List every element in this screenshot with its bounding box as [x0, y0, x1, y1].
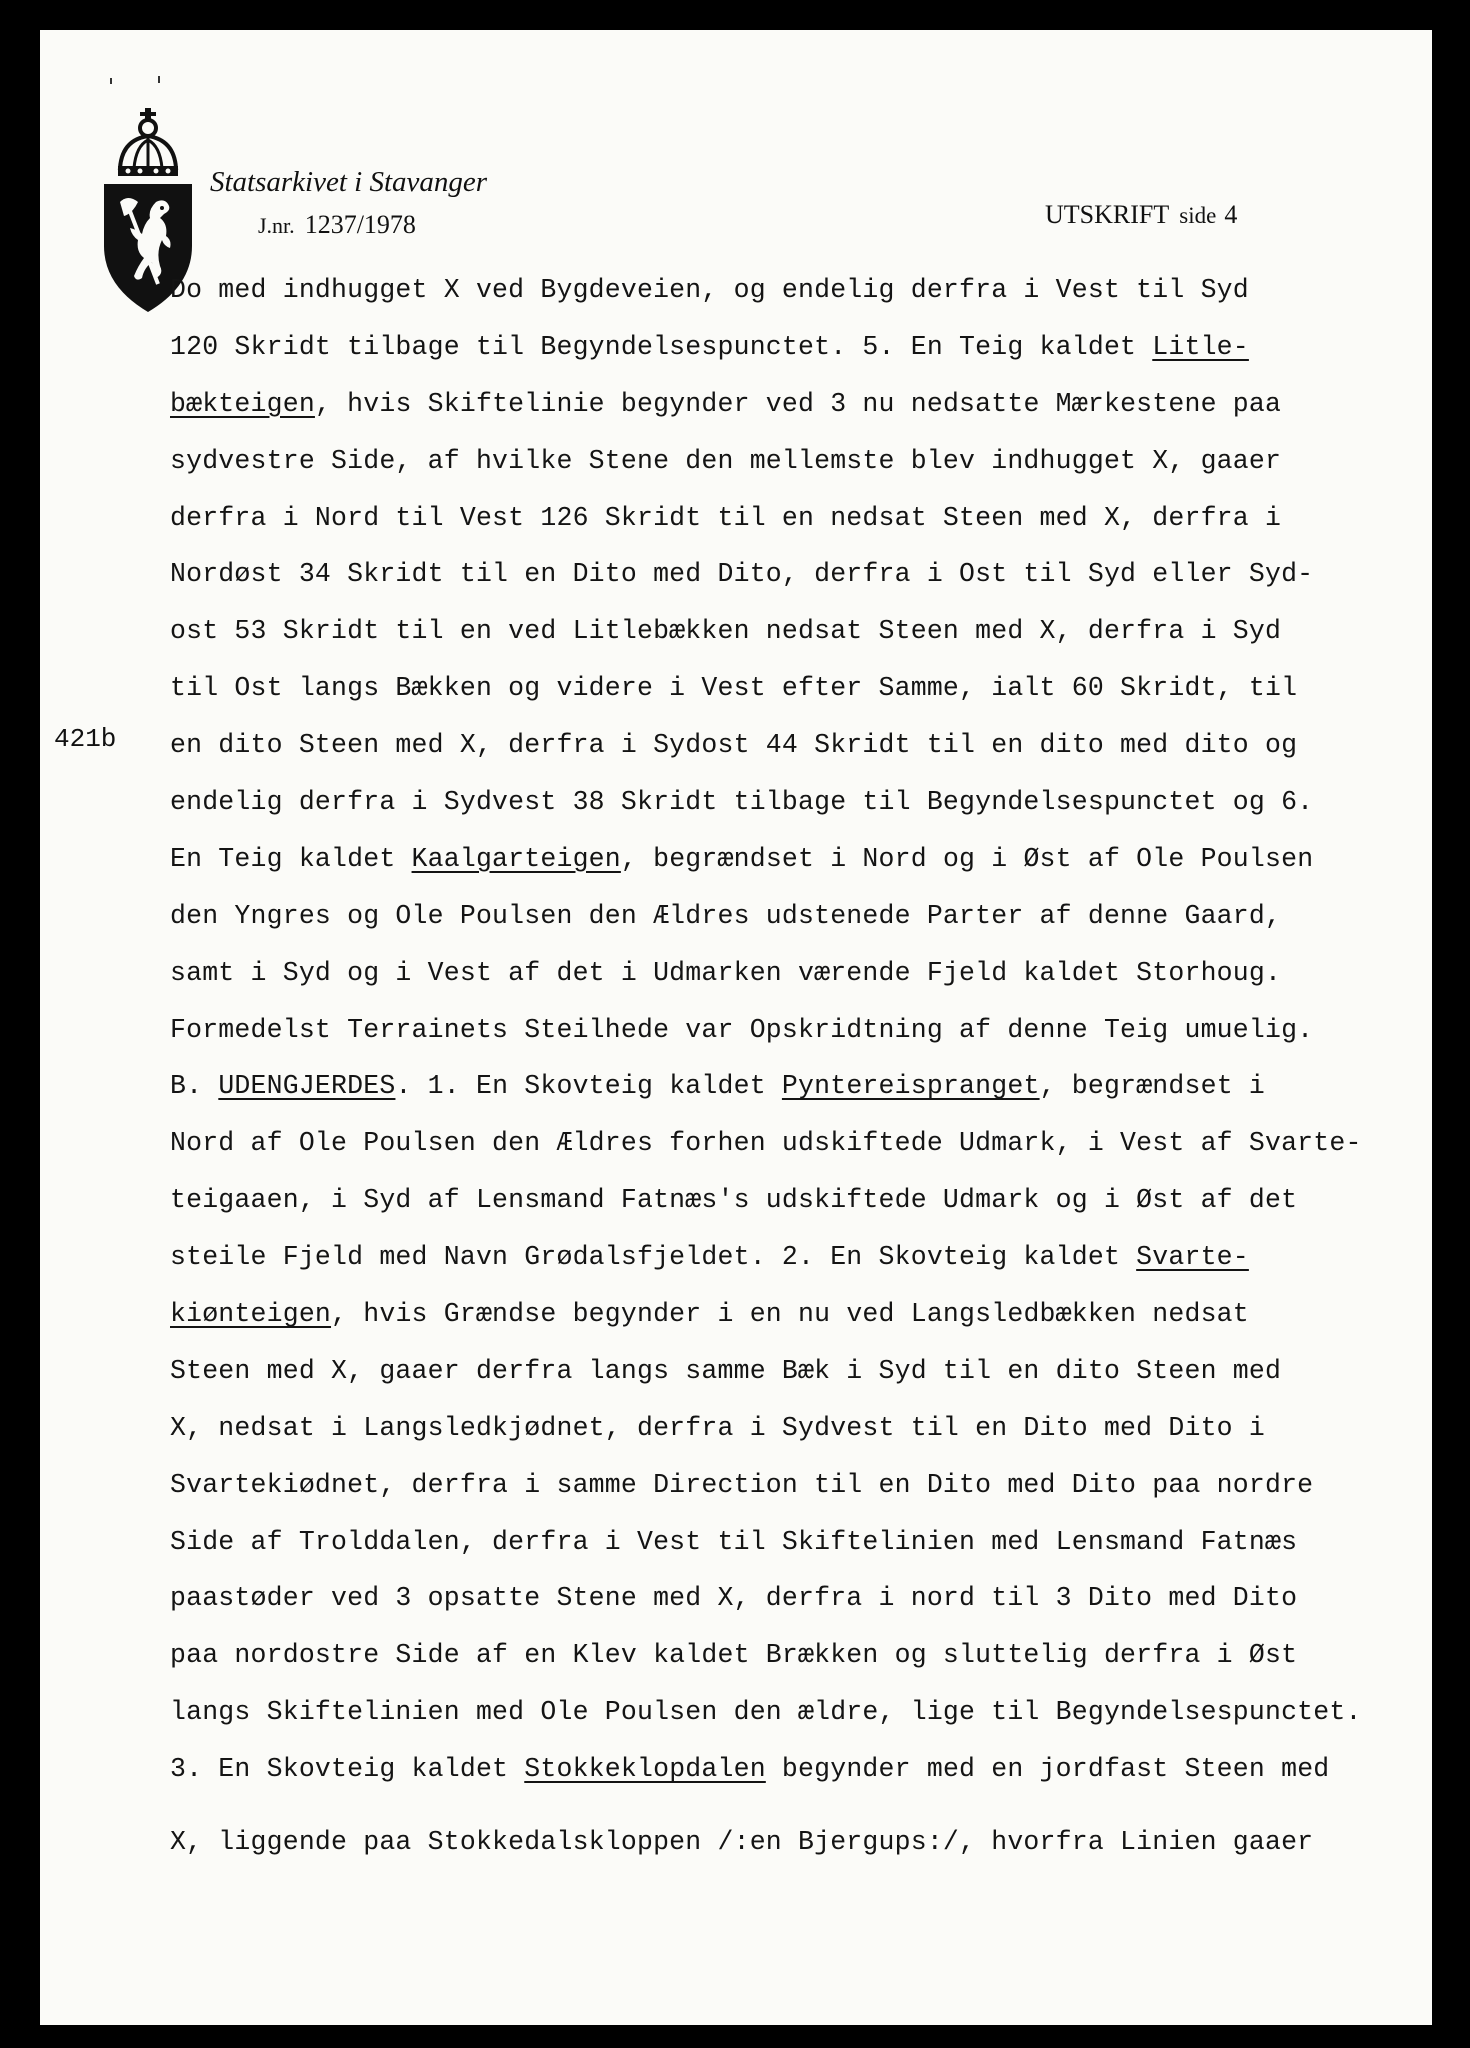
text-segment: paastøder ved 3 opsatte Stene med X, derfra i nord til 3 Dito med Dito [170, 1583, 1298, 1614]
text-line [170, 831, 1432, 888]
text-segment: En Teig kaldet [170, 843, 412, 874]
text-line [170, 1229, 1432, 1286]
scan-specks [106, 72, 206, 92]
underlined-place-name: Litle- [1152, 331, 1249, 362]
text-line [170, 945, 1432, 1002]
text-line [170, 490, 1432, 547]
utskrift-header [1045, 200, 1237, 230]
text-segment: endelig derfra i Sydvest 38 Skridt tilbage til Begyndelsespunctet og 6. [170, 787, 1314, 818]
text-line [170, 1343, 1432, 1400]
underlined-place-name: bækteigen [170, 388, 315, 419]
text-line [170, 660, 1432, 717]
text-segment: Steen med X, gaaer derfra langs samme Bæk i Syd til en dito Steen med [170, 1355, 1282, 1386]
page-number: 4 [1224, 200, 1238, 229]
jnr-value: 1237/1978 [304, 210, 416, 239]
text-line [170, 1514, 1432, 1571]
text-line [170, 1684, 1432, 1741]
underlined-place-name: Svarte- [1136, 1242, 1249, 1273]
text-segment: derfra i Nord til Vest 126 Skridt til en nedsat Steen med X, derfra i [170, 502, 1282, 533]
text-segment: Formedelst Terrainets Steilhede var Opskridtning af denne Teig umuelig. [170, 1014, 1314, 1045]
text-line [170, 717, 1432, 774]
text-segment: 120 Skridt tilbage til Begyndelsespunctet. 5. En Teig kaldet [170, 331, 1153, 362]
text-line [170, 1002, 1432, 1059]
text-segment: teigaaen, i Syd af Lensmand Fatnæs's udskiftede Udmark og i Øst af det [170, 1185, 1298, 1216]
text-segment: Nordøst 34 Skridt til en Dito med Dito, derfra i Ost til Syd eller Syd- [170, 559, 1314, 590]
text-segment: Svartekiødnet, derfra i samme Direction til en Dito med Dito paa nordre [170, 1469, 1314, 1500]
text-line [170, 1627, 1432, 1684]
text-line [170, 1741, 1432, 1798]
text-segment: B. [170, 1071, 219, 1102]
text-line [170, 1115, 1432, 1172]
text-segment: Side af Trolddalen, derfra i Vest til Skiftelinien med Lensmand Fatnæs [170, 1526, 1298, 1557]
jnr-label: J.nr. [258, 213, 295, 238]
underlined-place-name: Pyntereispranget [781, 1071, 1040, 1102]
text-segment: X, liggende paa Stokkedalskloppen /:en Bjergups:/, hvorfra Linien gaaer [170, 1827, 1314, 1858]
text-line [170, 603, 1432, 660]
text-line [170, 1400, 1432, 1457]
text-segment: , hvis Grændse begynder i en nu ved Langsledbækken nedsat [331, 1299, 1249, 1330]
text-segment: begynder med en jordfast Steen med [765, 1754, 1330, 1785]
text-segment: langs Skiftelinien med Ole Poulsen den ældre, lige til Begyndelsespunctet. [170, 1697, 1362, 1728]
text-line [170, 1457, 1432, 1514]
text-segment: 3. En Skovteig kaldet [170, 1754, 525, 1785]
text-line [170, 888, 1432, 945]
text-line [170, 1570, 1432, 1627]
document-page [40, 30, 1432, 2025]
utskrift-label: UTSKRIFT [1045, 200, 1170, 229]
underlined-place-name: kiønteigen [170, 1299, 332, 1330]
text-segment: Do med indhugget X ved Bygdeveien, og endelig derfra i Vest til Syd [170, 275, 1249, 305]
text-line [170, 1058, 1432, 1115]
text-segment: Nord af Ole Poulsen den Ældres forhen udskiftede Udmark, i Vest af Svarte- [170, 1128, 1362, 1159]
text-segment: , begrændset i [1039, 1071, 1266, 1102]
body-text [170, 262, 1432, 1871]
text-line [170, 546, 1432, 603]
text-segment: samt i Syd og i Vest af det i Udmarken værende Fjeld kaldet Storhoug. [170, 957, 1282, 988]
text-line [170, 319, 1432, 376]
text-segment: , begrændset i Nord og i Øst af Ole Poulsen [620, 843, 1314, 874]
text-segment: til Ost langs Bækken og videre i Vest efter Samme, ialt 60 Skridt, til [170, 673, 1298, 704]
text-segment: paa nordostre Side af en Klev kaldet Brækken og sluttelig derfra i Øst [170, 1640, 1298, 1671]
text-line [170, 433, 1432, 490]
text-line [170, 262, 1432, 319]
underlined-place-name: Stokkeklopdalen [524, 1754, 766, 1785]
text-segment: . 1. En Skovteig kaldet [395, 1071, 782, 1102]
text-segment: den Yngres og Ole Poulsen den Ældres udstenede Parter af denne Gaard, [170, 900, 1282, 931]
text-segment: en dito Steen med X, derfra i Sydost 44 Skridt til en dito med dito og [170, 730, 1298, 761]
text-segment: sydvestre Side, af hvilke Stene den mellemste blev indhugget X, gaaer [170, 445, 1282, 476]
text-line [170, 774, 1432, 831]
text-segment: X, nedsat i Langsledkjødnet, derfra i Sydvest til en Dito med Dito i [170, 1412, 1265, 1443]
text-line [170, 1172, 1432, 1229]
text-segment: steile Fjeld med Navn Grødalsfjeldet. 2. En Skovteig kaldet [170, 1242, 1137, 1273]
archive-name: Statsarkivet i Stavanger [210, 166, 488, 198]
text-segment: ost 53 Skridt til en ved Litlebækken nedsat Steen med X, derfra i Syd [170, 616, 1282, 647]
text-line [170, 1814, 1432, 1871]
text-line [170, 1286, 1432, 1343]
side-label: side [1179, 203, 1217, 228]
journal-number [258, 210, 416, 240]
margin-note: 421b [54, 724, 117, 754]
underlined-place-name: Kaalgarteigen [411, 843, 621, 874]
text-line [170, 376, 1432, 433]
underlined-place-name: UDENGJERDES [218, 1071, 396, 1102]
text-segment: , hvis Skiftelinie begynder ved 3 nu nedsatte Mærkestene paa [314, 388, 1282, 419]
